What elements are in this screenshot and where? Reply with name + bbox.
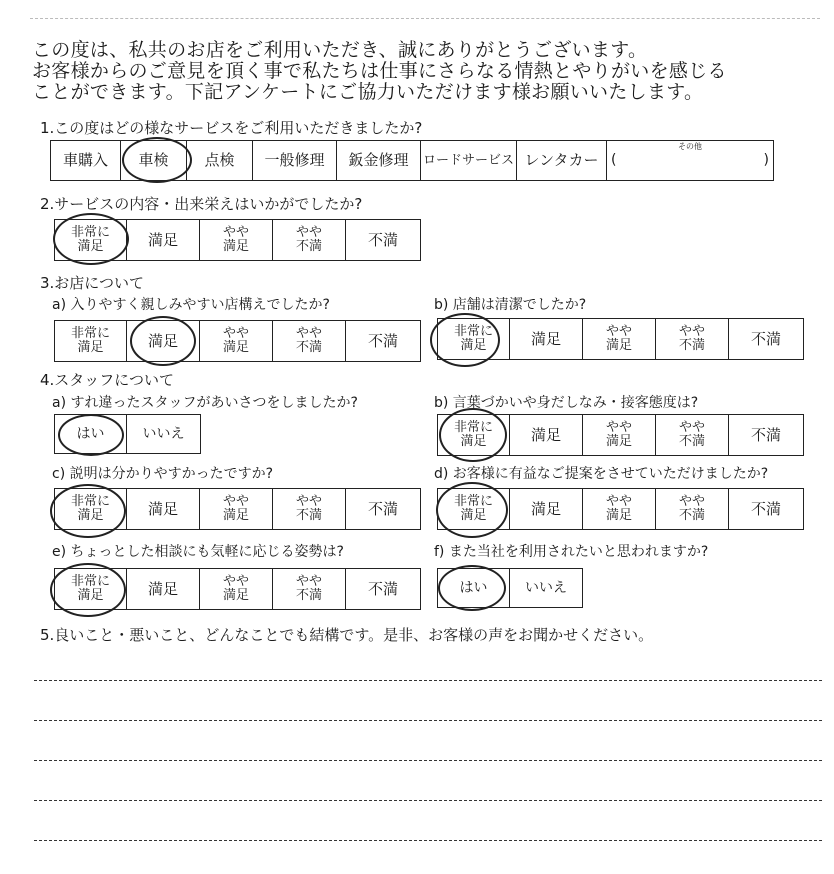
q4d-somewhat-dissatisfied[interactable]: やや 不満 [656,489,729,529]
q4f-yes[interactable]: はい [438,569,510,607]
top-border [30,18,820,19]
q1-title: 1.この度はどの様なサービスをご利用いただきましたか? [40,119,423,137]
q2-rating-options [54,219,421,261]
comment-line-5[interactable] [34,840,822,841]
q4c-satisfied[interactable]: 満足 [127,489,200,529]
q1-option-inspection[interactable]: 点検 [187,141,253,180]
q2-dissatisfied[interactable]: 不満 [367,230,398,249]
q4b-very-satisfied[interactable]: 非常に 満足 [438,415,510,455]
comment-line-2[interactable] [34,720,822,721]
comment-line-3[interactable] [34,760,822,761]
q3a-very-satisfied[interactable]: 非常に 満足 [55,321,127,361]
q4e-somewhat-dissatisfied[interactable]: やや 不満 [273,569,346,609]
q4b-somewhat-satisfied[interactable]: やや 満足 [583,415,656,455]
q3b-rating-options [437,318,804,360]
q4-title: 4.スタッフについて [40,371,175,389]
q4e-dissatisfied[interactable]: 不満 [367,579,398,598]
intro-line-3: ことができます。下記アンケートにご協力いただけます様お願いいたします。 [32,81,704,103]
q2-title: 2.サービスの内容・出来栄えはいかがでしたか? [40,195,363,213]
q4c-somewhat-dissatisfied[interactable]: やや 不満 [273,489,346,529]
comment-line-1[interactable] [34,680,822,681]
q3a-somewhat-dissatisfied[interactable]: やや 不満 [273,321,346,361]
q4e-title: e) ちょっとした相談にも気軽に応じる姿勢は? [52,544,344,560]
q3a-dissatisfied[interactable]: 不満 [367,331,398,350]
q3a-satisfied[interactable]: 満足 [127,321,200,361]
q1-service-options [50,140,774,181]
q3b-somewhat-dissatisfied[interactable]: やや 不満 [656,319,729,359]
q4c-title: c) 説明は分かりやすかったですか? [52,466,274,482]
intro-line-2: お客様からのご意見を頂く事で私たちは仕事にさらなる情熱とやりがいを感じる [32,60,727,82]
q4b-somewhat-dissatisfied[interactable]: やや 不満 [656,415,729,455]
q4d-very-satisfied[interactable]: 非常に 満足 [438,489,510,529]
q4b-title: b) 言葉づかいや身だしなみ・接客態度は? [434,395,699,411]
q4d-rating-options [437,488,804,530]
q4d-satisfied[interactable]: 満足 [510,489,583,529]
q4e-somewhat-satisfied[interactable]: やや 満足 [200,569,273,609]
q2-satisfied[interactable]: 満足 [127,220,200,260]
q4c-dissatisfied[interactable]: 不満 [367,499,398,518]
q4b-dissatisfied[interactable]: 不満 [750,425,781,444]
other-field[interactable]: ( ) [611,152,769,168]
q1-option-car-purchase[interactable]: 車購入 [51,141,121,180]
q4c-rating-options [54,488,421,530]
intro-line-1: この度は、私共のお店をご利用いただき、誠にありがとうございます。 [32,39,648,61]
q4e-satisfied[interactable]: 満足 [127,569,200,609]
q3a-title: a) 入りやすく親しみやすい店構えでしたか? [52,297,330,313]
q4a-title: a) すれ違ったスタッフがあいさつをしましたか? [52,395,358,411]
q4b-rating-options [437,414,804,456]
intro-text [32,40,822,103]
q4c-somewhat-satisfied[interactable]: やや 満足 [200,489,273,529]
q4a-yesno-options [54,414,201,454]
q3b-very-satisfied[interactable]: 非常に 満足 [438,319,510,359]
other-label: その他 [678,142,702,151]
q1-option-general-repair[interactable]: 一般修理 [253,141,337,180]
q4d-title: d) お客様に有益なご提案をさせていただけましたか? [434,466,769,482]
comment-line-4[interactable] [34,800,822,801]
q4f-yesno-options [437,568,583,608]
q1-option-shaken[interactable]: 車検 [121,141,187,180]
q4b-satisfied[interactable]: 満足 [510,415,583,455]
q4a-yes[interactable]: はい [55,415,127,453]
q2-somewhat-dissatisfied[interactable]: やや 不満 [273,220,346,260]
q4f-no[interactable]: いいえ [525,579,567,596]
q5-title: 5.良いこと・悪いこと、どんなことでも結構です。是非、お客様の声をお聞かせください。 [40,626,654,644]
q3-title: 3.お店について [40,274,145,292]
q1-option-other[interactable] [607,141,773,180]
q3a-somewhat-satisfied[interactable]: やや 満足 [200,321,273,361]
q3b-somewhat-satisfied[interactable]: やや 満足 [583,319,656,359]
q1-option-body-repair[interactable]: 鈑金修理 [337,141,421,180]
q4e-rating-options [54,568,421,610]
q4a-no[interactable]: いいえ [142,425,185,442]
q2-very-satisfied[interactable]: 非常に 満足 [55,220,127,260]
q1-option-rental-car[interactable]: レンタカー [517,141,607,180]
q4e-very-satisfied[interactable]: 非常に 満足 [55,569,127,609]
q4c-very-satisfied[interactable]: 非常に 満足 [55,489,127,529]
q3b-title: b) 店舗は清潔でしたか? [434,297,587,313]
q3a-rating-options [54,320,421,362]
q1-option-road-service[interactable]: ロードサービス [421,141,517,180]
q3b-satisfied[interactable]: 満足 [510,319,583,359]
q2-somewhat-satisfied[interactable]: やや 満足 [200,220,273,260]
q3b-dissatisfied[interactable]: 不満 [750,329,781,348]
q4d-dissatisfied[interactable]: 不満 [750,499,781,518]
q4f-title: f) また当社を利用されたいと思われますか? [434,544,709,560]
q4d-somewhat-satisfied[interactable]: やや 満足 [583,489,656,529]
